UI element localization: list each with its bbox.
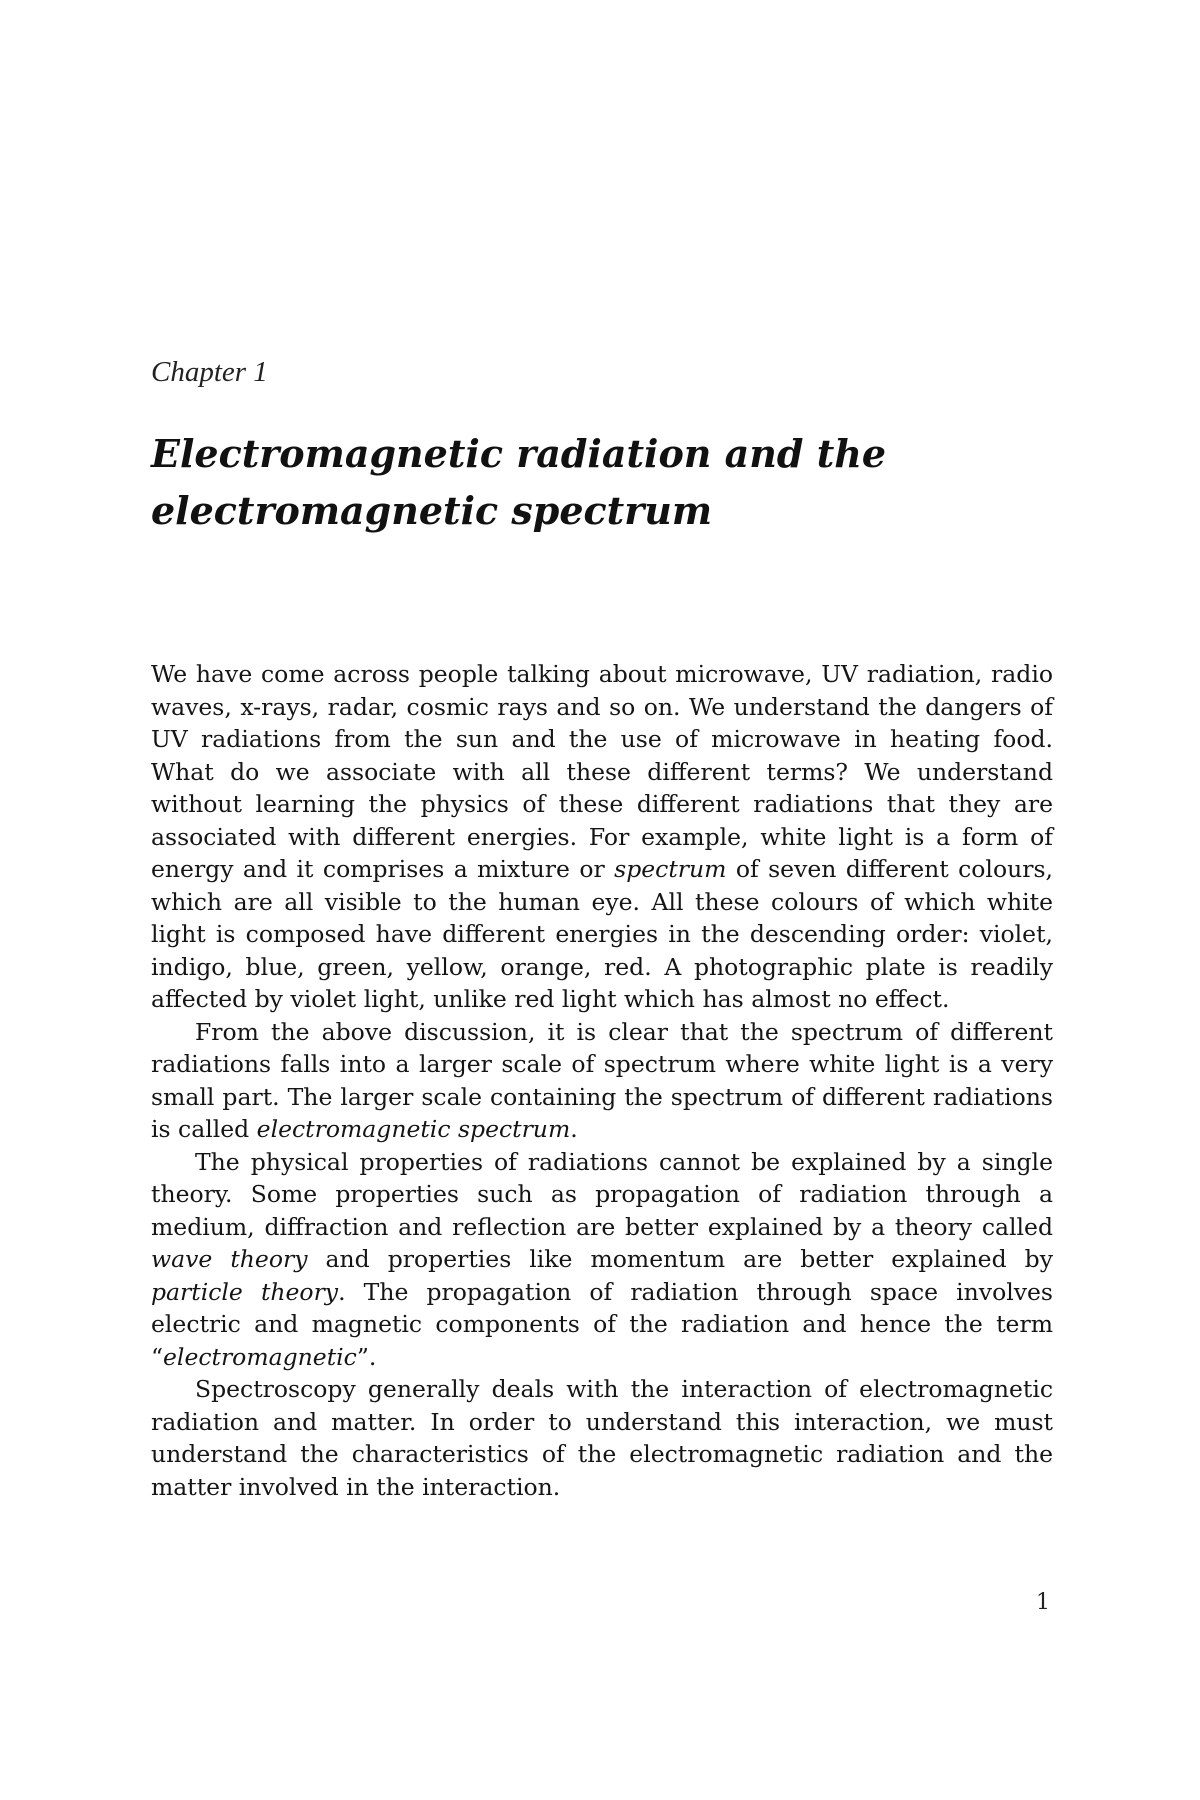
text-run: Spectroscopy generally deals with the interaction of electromagnetic radiation and matter. In order to understand this interaction, we must understand the characteristics of the electromagnetic radiation and the matter involved in the interaction. [151, 1375, 1053, 1501]
text-run: ”. [356, 1342, 377, 1371]
paragraph [151, 1016, 1053, 1146]
text-run: The physical properties of radiations cannot be explained by a single theory. Some properties such as propagation of radiation through a medium, diffraction and reflection are better explained by a theory called [151, 1147, 1053, 1241]
chapter-label: Chapter 1 [151, 356, 268, 388]
italic-term: particle theory [151, 1277, 339, 1306]
paragraph [151, 1146, 1053, 1374]
italic-term: wave theory [151, 1245, 308, 1273]
text-run: . The propagation of radiation through space involves electric and magnetic components of the radiation and hence the term “ [151, 1277, 1053, 1371]
italic-term: spectrum [614, 855, 727, 883]
paragraph [151, 658, 1053, 1016]
page-number: 1 [1036, 1590, 1050, 1615]
text-run: and properties like momentum are better explained by [307, 1245, 1053, 1273]
text-run: We have come across people talking about microwave, UV radiation, radio waves, x-rays, radar, cosmic rays and so on. We understand the dangers of UV radiations from the sun and the use of microwave in heating food. What do we associate with all these different terms? We understand without learning the physics of these different radiations that they are associated with different energies. For example, white light is a form of energy and it comprises a mixture or [151, 660, 1053, 883]
italic-term: electromagnetic [163, 1342, 357, 1371]
paragraph [151, 1373, 1053, 1503]
text-run: From the above discussion, it is clear that the spectrum of different radiations falls into a larger scale of spectrum where white light is a very small part. The larger scale containing the spectrum of different radiations is called [151, 1017, 1053, 1143]
chapter-title: Electromagnetic radiation and the electromagnetic spectrum [151, 431, 887, 533]
text-run: of seven different colours, which are all visible to the human eye. All these colours of which white light is composed have different energies in the descending order: violet, indigo, blue, green, yellow, orange, red. A photographic plate is readily affected by violet light, unlike red light which has almost no effect. [151, 855, 1053, 1013]
italic-term: electromagnetic spectrum [256, 1115, 571, 1143]
text-run: . [570, 1115, 578, 1143]
body-text [151, 658, 1053, 1503]
